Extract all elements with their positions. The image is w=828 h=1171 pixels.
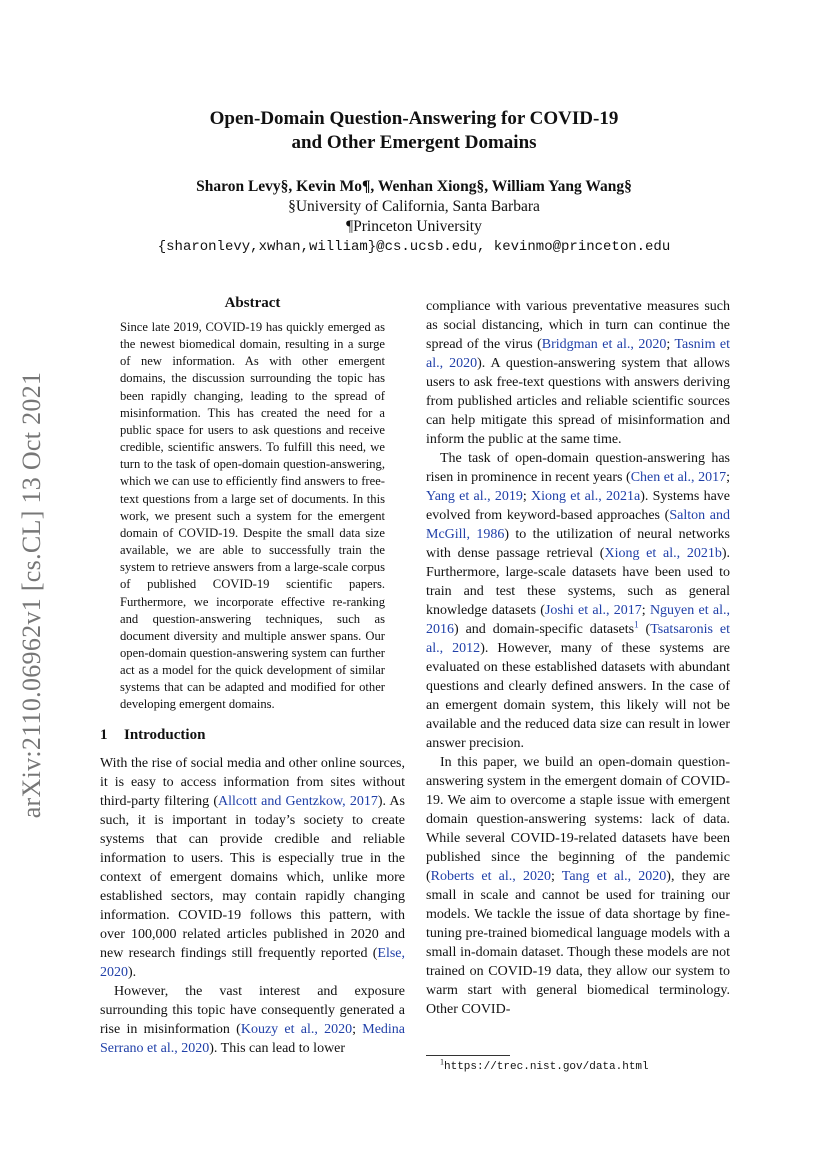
citation-link[interactable]: Allcott and Gentzkow, 2017 [218, 793, 378, 809]
text-run: ). [128, 964, 137, 980]
footnote-divider [426, 1055, 510, 1056]
text-run: ; [352, 1021, 363, 1037]
text-run: ; [522, 489, 532, 504]
citation-link[interactable]: Bridgman et al., 2020 [541, 337, 667, 352]
footnote-marker[interactable]: 1 [634, 619, 639, 630]
text-run: ). This can lead to lower [209, 1040, 346, 1056]
author-emails: {sharonlevy,xwhan,william}@cs.ucsb.edu, kevinmo@princeton.edu [157, 239, 671, 255]
title-line-1: Open-Domain Question-Answering for COVID-19 [209, 108, 619, 129]
citation-link[interactable]: Chen et al., 2017 [630, 470, 727, 485]
text-run: ) to the utilization of neural networks with dense passage retrieval ( [426, 527, 730, 561]
intro-paragraph-2 [100, 982, 405, 1058]
body-paragraph-1 [426, 297, 730, 449]
text-run: ) and domain-specific datasets [454, 622, 635, 637]
section-title: Introduction [124, 726, 206, 743]
text-run: In this paper, we build an open-domain question-answering system in the emergent domain of COVID-19. We aim to overcome a staple issue with emergent domain question-answering systems: lack of data. While several COVID-19-related datasets have been published since the beginning of the pandemic ( [426, 755, 730, 884]
text-run: compliance with various preventative measures such as social distancing, which in turn can continue the spread of the virus ( [426, 299, 730, 352]
abstract-heading: Abstract [224, 295, 281, 311]
affiliation-princeton: ¶Princeton University [346, 218, 482, 235]
text-run: ). Furthermore, large-scale datasets have been used to train and test these systems, such as general knowledge datasets ( [426, 546, 730, 618]
citation-link[interactable]: Yang et al., 2019 [426, 489, 523, 504]
text-run: ), they are small in scale and cannot be used for training our models. We tackle the issue of data shortage by fine-tuning pre-trained biomedical language models with a small in-domain dataset. Though these models are not trained on COVID-19 data, they allow our system to warm start with general biomedical terminology. Other COVID- [426, 869, 730, 1017]
citation-link[interactable]: Xiong et al., 2021b [604, 546, 722, 561]
text-run: However, the vast interest and exposure surrounding this topic have consequently generated a rise in misinformation ( [100, 983, 405, 1037]
right-column [426, 297, 730, 1019]
text-run: ). However, many of these systems are evaluated on these established datasets with abundant questions and clearly defined answers. In the case of an emergent domain system, this likely will not be available and the reduced data size can result in lower answer precision. [426, 641, 731, 751]
text-run: ). Systems have evolved from keyword-based approaches ( [426, 489, 731, 523]
body-paragraph-2 [426, 449, 730, 753]
abstract-text: Since late 2019, COVID-19 has quickly emerged as the newest biomedical domain, resulting in a surge of new information. As with other emergent domains, the discussion surrounding the topic has been rapidly changing, leading to the spread of misinformation. This has created the need for a public space for users to ask questions and receive credible, scientific answers. To fulfill this need, we turn to the task of open-domain question-answering, which we can use to efficiently find answers to free-text questions from a large set of documents. In this work, we present such a system for the emergent domain of COVID-19. Despite the small data size available, we are able to successfully train the system to retrieve answers from a large-scale corpus of published COVID-19 scientific papers. Furthermore, we incorporate effective re-ranking and question-answering techniques, such as document diversity and multiple answer spans. Our open-domain question-answering system can further act as a model for the quick development of similar systems that can be adapted and modified for other developing emergent domains. [120, 320, 385, 712]
title-line-2: and Other Emergent Domains [291, 132, 537, 153]
text-run: ; [641, 603, 650, 618]
arxiv-id: arXiv:2110.06962v1 [cs.CL] 13 Oct 2021 [17, 371, 46, 819]
footnote-url[interactable]: https://trec.nist.gov/data.html [444, 1061, 649, 1073]
arxiv-stamp [12, 330, 52, 860]
section-heading-introduction [100, 726, 405, 745]
text-run: ; [726, 470, 730, 485]
citation-link[interactable]: Roberts et al., 2020 [430, 869, 551, 884]
body-paragraph-3 [426, 753, 730, 1019]
footnote [440, 1057, 649, 1073]
footnote-mark: 1 [440, 1057, 444, 1067]
citation-link[interactable]: Salton and McGill, 1986 [426, 508, 730, 542]
citation-link[interactable]: Tasnim et al., 2020 [426, 337, 731, 371]
text-run: ; [666, 337, 675, 352]
text-run: The task of open-domain question-answering has risen in prominence in recent years ( [426, 451, 730, 485]
citation-link[interactable]: Medina Serrano et al., 2020 [100, 1021, 406, 1056]
text-run: ; [550, 869, 562, 884]
citation-link[interactable]: Else, 2020 [100, 945, 405, 980]
citation-link[interactable]: Xiong et al., 2021a [531, 489, 641, 504]
citation-link[interactable]: Nguyen et al., 2016 [426, 603, 731, 637]
left-column [100, 294, 405, 1058]
affiliation-ucsb: §University of California, Santa Barbara [288, 198, 540, 215]
citation-link[interactable]: Joshi et al., 2017 [544, 603, 642, 618]
author-names: Sharon Levy§, Kevin Mo¶, Wenhan Xiong§, William Yang Wang§ [196, 178, 632, 195]
text-run: With the rise of social media and other online sources, it is easy to access information from sites without third-party filtering ( [100, 755, 405, 809]
text-run: ). As such, it is important in today’s society to create systems that can provide credible and reliable information to users. This is especially true in the context of emergent domains which, unlike more established sectors, may contain rapidly changing information. COVID-19 follows this pattern, with over 100,000 related articles published in 2020 and new research findings still frequently reported ( [100, 793, 405, 961]
intro-paragraph-1 [100, 754, 405, 982]
author-block [0, 177, 828, 257]
text-run: ( [638, 622, 651, 637]
paper-title [0, 107, 828, 155]
citation-link[interactable]: Kouzy et al., 2020 [240, 1021, 353, 1037]
section-number: 1 [100, 726, 108, 743]
citation-link[interactable]: Tang et al., 2020 [561, 869, 667, 884]
text-run: ). A question-answering system that allows users to ask free-text questions with answers deriving from published articles and reliable scientific sources can help mitigate this spread of misinformation and inform the public at the same time. [426, 356, 730, 447]
citation-link[interactable]: Tsatsaronis et al., 2012 [426, 622, 730, 656]
